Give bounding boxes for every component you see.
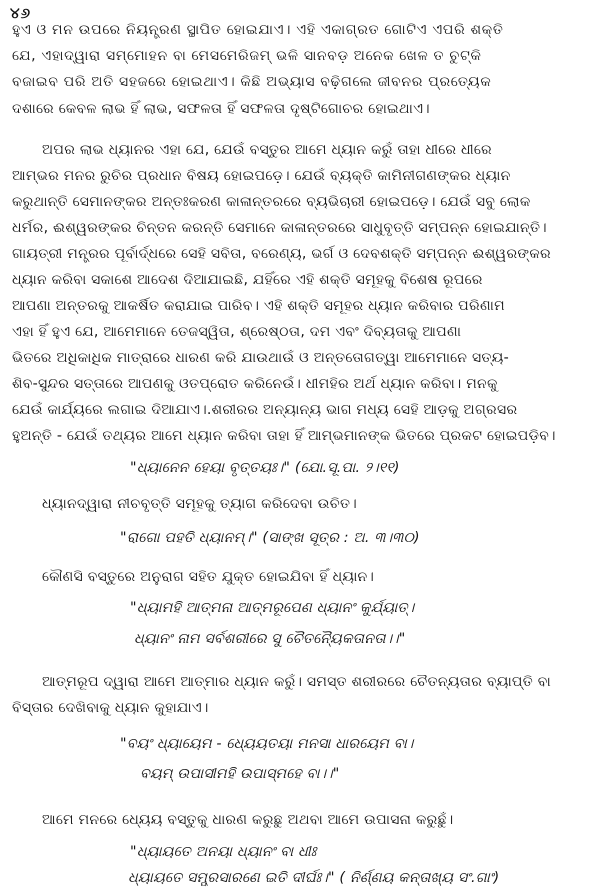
- paragraph2-line-7: ଆପଣା ଅନ୍ତରକୁ ଆକର୍ଷିତ କରାଯାଇ ପାରିବ। ଏହି ଶକ୍ତି ସମୂହର ଧ୍ୟାନ କରିବାର ପରିଣାମ: [12, 298, 505, 314]
- paragraph2-line-12: ହୁଅନ୍ତି - ଯେଉଁ ତଥ୍ୟର ଆମେ ଧ୍ୟାନ କରିବା ତାହା ହିଁ ଆମ୍ଭମାନଙ୍କ ଭିତରେ ପ୍ରକଟ ହୋଇପଡ଼ିବ।: [12, 428, 556, 444]
- paragraph2-line-9: ଭିତରେ ଅଧିକାଧିକ ମାତ୍ରାରେ ଧାରଣ କରି ଯାଉଥାଉଁ ଓ ଅନ୍ତତୋଗତ୍ୱା ଆମେମାନେ ସତ୍ୟ-: [12, 350, 509, 366]
- ame-manare-line: ଆମେ ମନରେ ଧ୍ୟେୟ ବସ୍ତୁକୁ ଧାରଣ କରୁଛୁ ଅଥବା ଆମେ ଉପାସନା କରୁଛୁଁ।: [42, 812, 454, 828]
- page-number: ୪୬: [10, 4, 32, 22]
- paragraph1-line-1: ହୁଏ ଓ ମନ ଉପରେ ନିୟନ୍ତ୍ରଣ ସ୍ଥାପିତ ହୋଇଯାଏ। ଏହି ଏକାଗ୍ରତ ଗୋଟିଏ ଏପରି ଶକ୍ତି: [12, 22, 504, 38]
- sanskrit-quote-3-line-1: "ଧ୍ୟାମହି ଆତ୍ମନା ଆତ୍ମରୂପେଣ ଧ୍ୟାନଂ କୁର୍ଯ୍ୟାତ୍।: [130, 600, 415, 616]
- paragraph3-line-1: ଆତ୍ମରୂପ ଦ୍ୱାରା ଆମେ ଆତ୍ମାର ଧ୍ୟାନ କରୁଁ। ସମସ୍ତ ଶରୀରରେ ଚୈତନ୍ୟତାର ବ୍ୟାପ୍ତି ବା: [42, 674, 551, 690]
- paragraph2-line-4: ଧର୍ମର, ଈଶ୍ୱରଙ୍କର ଚିନ୍ତନ କରନ୍ତି ସେମାନେ କାଳାନ୍ତରରେ ସାଧୁବୃତ୍ତି ସମ୍ପନ୍ନ ହୋଇଯାନ୍ତି।: [12, 220, 547, 236]
- kounasi-line: କୌଣସି ବସ୍ତୁରେ ଅନୁରାଗ ସହିତ ଯୁକ୍ତ ହୋଇଯିବା ହିଁ ଧ୍ୟାନ।: [42, 569, 375, 585]
- paragraph3-line-2: ବିସ୍ତାର ଦେଖିବାକୁ ଧ୍ୟାନ କୁହାଯାଏ।: [12, 700, 209, 716]
- paragraph2-line-3: କରୁଥାନ୍ତି ସେମାନଙ୍କର ଅନ୍ତଃକରଣ କାଳାନ୍ତରରେ ବ୍ୟଭିଚାରୀ ହୋଇପଡ଼େ। ଯେଉଁ ସବୁ ଲୋକ: [12, 194, 531, 210]
- paragraph2-line-10: ଶିବ-ସୁନ୍ଦର ସତ୍ତାରେ ଆପଣକୁ ଓତପ୍ରୋତ କରିନେଉଁ। ଧୀମହିର ଅର୍ଥ ଧ୍ୟାନ କରିବା। ମନକୁ: [12, 376, 498, 392]
- sanskrit-quote-1: "ଧ୍ୟାନେନ ହେୟା ବୃତ୍ତୟଃ।" (ଯୋ.ସୂ.ପା. ୨।୧୧): [130, 460, 400, 476]
- paragraph2-line-6: ଧ୍ୟାନ କରିବା ସକାଶେ ଆଦେଶ ଦିଆଯାଇଛି, ଯହିଁରେ ଏହି ଶକ୍ତି ସମୂହକୁ ବିଶେଷ ରୂପରେ: [12, 272, 483, 288]
- paragraph1-line-4: ଦଶାରେ କେବଳ ଲାଭ ହିଁ ଲାଭ, ସଫଳତା ହିଁ ସଫଳତା ଦୃଷ୍ଟିଗୋଚର ହୋଇଥାଏ।: [12, 101, 430, 117]
- paragraph2-line-5: ଗାୟତ୍ରୀ ମନ୍ତ୍ରର ପୂର୍ବାର୍ଦ୍ଧରେ ସେହି ସବିତା, ବରେଣ୍ୟ, ଭର୍ଗ ଓ ଦେବଶକ୍ତି ସମ୍ପନ୍ନ ଈଶ୍ୱରଙ୍କର: [12, 246, 551, 262]
- paragraph2-line-11: ଯେଉଁ କାର୍ଯ୍ୟରେ ଲଗାଇ ଦିଆଯାଏ।.ଶରୀରର ଅନ୍ୟାନ୍ୟ ଭାଗ ମଧ୍ୟ ସେହି ଆଡ଼କୁ ଅଗ୍ରସର: [12, 402, 518, 418]
- sanskrit-quote-4-line-1: "ବୟଂ ଧ୍ୟାୟେମ - ଧ୍ୟେୟତୟା ମନସା ଧାରୟେମ ବା।: [120, 736, 414, 752]
- sanskrit-quote-4-line-2: ବୟମ୍ ଉପାସୀମହି ଉପାସ୍ମହେ ବା।।": [140, 766, 340, 782]
- dhyana-tyaga-line: ଧ୍ୟାନଦ୍ୱାରା ନୀଚବୃତ୍ତି ସମୂହକୁ ତ୍ୟାଗ କରିଦେବା ଉଚିତ।: [42, 496, 357, 512]
- paragraph2-line-8: ଏହା ହିଁ ହୁଏ ଯେ, ଆମେମାନେ ତେଜସ୍ୱିତା, ଶ୍ରେଷ୍ଠତା, ଦମ ଏବଂ ଦିବ୍ୟତାକୁ ଆପଣା: [12, 324, 462, 340]
- sanskrit-quote-5-line-2: ଧ୍ୟାୟତେ ସମ୍ପ୍ରସାରଣେ ଇତି ଦୀର୍ଘଃ।" ( ନିର୍ଣ୍ଣୟ କନ୍ତାଖ୍ୟ ସଂ.ଗାଂ): [128, 870, 500, 886]
- sanskrit-quote-2: "ରାଗୋ ପହତି ଧ୍ୟାନମ୍।" (ସାଙ୍ଖ ସୂତ୍ର : ଅ. ୩।୩୦): [120, 530, 420, 546]
- paragraph1-line-3: ବଜାଇବ ପରି ଅତି ସହଜରେ ହୋଇଥାଏ। କିଛି ଅଭ୍ୟାସ ବଢ଼ିଗଲେ ଜୀବନର ପ୍ରତ୍ୟେକ: [12, 74, 492, 90]
- sanskrit-quote-5-line-1: "ଧ୍ୟାୟତେ ଅନୟା ଧ୍ୟାନଂ ବା ଧୀଃ: [130, 844, 317, 860]
- paragraph1-line-2: ଯେ, ଏହାଦ୍ୱାରା ସମ୍ମୋହନ ବା ମେସମେରିଜମ୍ ଭଳି ସାନବଡ଼ ଅନେକ ଖେଳ ତ ଚୁଟ୍‌କି: [12, 48, 482, 64]
- paragraph2-line-2: ଆମ୍ଭର ମନର ରୁଚିର ପ୍ରଧାନ ବିଷୟ ହୋଇପଡ଼େ। ଯେଉଁ ବ୍ୟକ୍ତି କାମିନୀଗଣଙ୍କର ଧ୍ୟାନ: [12, 168, 511, 184]
- sanskrit-quote-3-line-2: ଧ୍ୟାନଂ ନାମ ସର୍ବଶରୀରେ ସୁ ଚୈତନ୍ୟୈକତାନତା।।": [134, 631, 406, 647]
- paragraph2-line-1: ଅପର ଲାଭ ଧ୍ୟାନର ଏହା ଯେ, ଯେଉଁ ବସ୍ତୁର ଆମେ ଧ୍ୟାନ କରୁଁ ତାହା ଧୀରେ ଧୀରେ: [42, 142, 492, 158]
